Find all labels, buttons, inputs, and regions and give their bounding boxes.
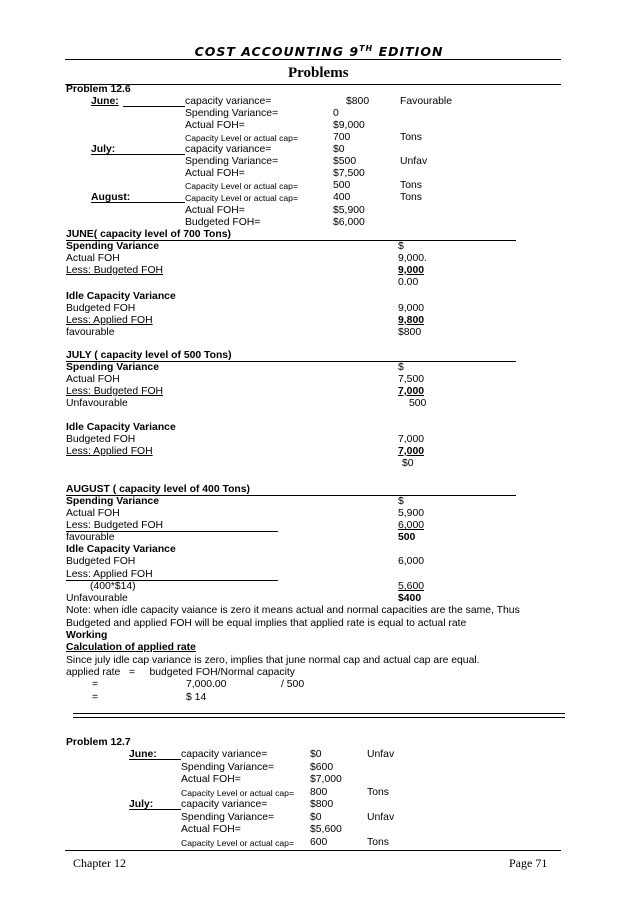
july-id-v0: 7,000 [398,434,425,445]
p127-july-v0: $800 [310,799,334,810]
july-sp-v1: 7,000 [398,386,425,397]
aug-sp-l0: Actual FOH [66,508,120,519]
p127-june-v1: $600 [310,762,334,773]
note-line-1: Note: when idle capacity vaiance is zero it means actual and normal capacities are the same, Thus [66,605,520,616]
p127-june-k1: Spending Variance= [181,762,275,773]
p127-july-v1: $0 [310,812,322,823]
problem-12-7-title: Problem 12.7 [66,737,131,748]
aug-sp-l1: Less: Budgeted FOH [66,520,164,531]
aug-id-v0: 6,000 [398,556,425,567]
calc-title: Calculation of applied rate [66,642,196,653]
june-underline [123,106,185,107]
p127-june-n3: Tons [367,787,389,798]
p127-june-underline [129,759,181,760]
june-n3: Tons [400,132,422,143]
p127-june-k2: Actual FOH= [181,774,241,785]
june-sp-v0: 9,000. [398,253,427,264]
calc-line-2: applied rate = budgeted FOH/Normal capacity [66,667,295,678]
calc-line-3-a: 7,000.00 [186,679,227,690]
p127-july-v3: 600 [310,837,328,848]
july-n1: Unfav [400,156,428,167]
june-sp-l0: Actual FOH [66,253,120,264]
p127-july-underline [129,809,181,810]
june-currency: $ [398,241,404,252]
july-v0: $0 [333,144,345,155]
aug-sp-v2: 500 [398,532,416,543]
aug-v0: 400 [333,192,351,203]
working-heading: Working [66,630,108,641]
june-id-v1: 9,800 [398,315,425,326]
p127-july-k1: Spending Variance= [181,812,275,823]
aug-sp-v1: 6,000 [398,520,425,531]
june-v1: 0 [333,108,339,119]
p127-june-v2: $7,000 [310,774,342,785]
aug-v2: $6,000 [333,217,365,228]
june-id-v2: $800 [398,327,422,338]
aug-idle-title: Idle Capacity Variance [66,544,176,555]
june-v2: $9,000 [333,120,365,131]
july-sp-l2: Unfavourable [66,398,128,409]
p127-june-n0: Unfav [367,749,395,760]
double-divider [73,713,565,718]
p127-june-label: June: [129,749,157,760]
aug-v1: $5,900 [333,205,365,216]
august-section-heading: AUGUST ( capacity level of 400 Tons) [66,484,251,495]
july-k3: Capacity Level or actual cap= [185,181,298,191]
calc-line-4-a: $ 14 [186,692,207,703]
june-v0: $800 [346,96,370,107]
august-underline [91,202,185,203]
header-rule-2 [65,84,561,85]
july-id-l0: Budgeted FOH [66,434,136,445]
july-spending-title: Spending Variance [66,362,159,373]
july-n3: Tons [400,180,422,191]
p127-july-v2: $5,600 [310,824,342,835]
aug-sp-v0: 5,900 [398,508,425,519]
calc-line-1: Since july idle cap variance is zero, implies that june normal cap and actual cap are equal. [66,655,480,666]
july-idle-title: Idle Capacity Variance [66,422,176,433]
book-title: COST ACCOUNTING 9TH EDITION [194,44,444,60]
note-line-2: Budgeted and applied FOH will be equal implies that applied rate is equal to actual rate [66,618,467,629]
june-k1: Spending Variance= [185,108,279,119]
july-label: July: [91,144,116,155]
july-v3: 500 [333,180,351,191]
july-id-l1: Less: Applied FOH [66,446,153,457]
p127-july-label: July: [129,799,154,810]
aug-sp-l2: favourable [66,532,115,543]
june-id-v0: 9,000 [398,303,425,314]
footer-chapter: Chapter 12 [73,856,126,870]
june-k0: capacity variance= [185,96,272,107]
p127-june-k3: Capacity Level or actual cap= [181,788,294,798]
aug-id-l1: Less: Applied FOH [66,569,153,580]
problem-12-6-title: Problem 12.6 [66,84,131,95]
june-k3: Capacity Level or actual cap= [185,133,298,143]
calc-line-4-eq: = [92,692,99,703]
june-id-l0: Budgeted FOH [66,303,136,314]
aug-id-l2: (400*$14) [90,581,136,592]
p127-july-k0: capacity variance= [181,799,268,810]
page-title: Problems [288,65,349,81]
june-k2: Actual FOH= [185,120,245,131]
p127-june-k0: capacity variance= [181,749,268,760]
june-idle-title: Idle Capacity Variance [66,291,176,302]
june-sp-v2: 0.00 [398,277,419,288]
june-v3: 700 [333,132,351,143]
p127-july-n1: Unfav [367,812,395,823]
aug-id-l3: Unfavourable [66,593,128,604]
june-id-l1: Less: Applied FOH [66,315,153,326]
august-spending-title: Spending Variance [66,496,159,507]
july-sp-l0: Actual FOH [66,374,120,385]
aug-id-v3: $400 [398,593,422,604]
august-label: August: [91,192,131,203]
june-sp-v1: 9,000 [398,265,425,276]
aug-n0: Tons [400,192,422,203]
july-currency: $ [398,362,404,373]
p127-june-v0: $0 [310,749,322,760]
june-label: June: [91,96,119,107]
july-section-heading: JULY ( capacity level of 500 Tons) [66,350,232,361]
p127-july-k2: Actual FOH= [181,824,241,835]
p127-june-v3: 800 [310,787,328,798]
p127-july-n3: Tons [367,837,389,848]
july-k0: capacity variance= [185,144,272,155]
june-spending-title: Spending Variance [66,241,159,252]
aug-id-v2: 5,600 [398,581,425,592]
august-currency: $ [398,496,404,507]
july-k1: Spending Variance= [185,156,279,167]
aug-k2: Budgeted FOH= [185,217,261,228]
aug-k1: Actual FOH= [185,205,245,216]
june-section-heading: JUNE( capacity level of 700 Tons) [66,229,231,240]
aug-id-l0: Budgeted FOH [66,556,136,567]
footer-page-number: Page 71 [509,856,548,870]
june-id-l2: favourable [66,327,115,338]
july-v2: $7,500 [333,168,365,179]
july-sp-v0: 7,500 [398,374,425,385]
july-k2: Actual FOH= [185,168,245,179]
july-sp-l1: Less: Budgeted FOH [66,386,164,397]
july-id-v2: $0 [402,458,414,469]
june-sp-l1: Less: Budgeted FOH [66,265,164,276]
july-v1: $500 [333,156,357,167]
calc-line-3-eq: = [92,679,99,690]
june-n0: Favourable [400,96,452,107]
p127-july-k3: Capacity Level or actual cap= [181,838,294,848]
july-underline [91,154,185,155]
aug-k0: Capacity Level or actual cap= [185,193,298,203]
july-sp-v2: 500 [409,398,427,409]
calc-line-3-b: / 500 [281,679,305,690]
footer-rule [65,850,561,851]
july-id-v1: 7,000 [398,446,425,457]
header-rule [65,59,561,60]
